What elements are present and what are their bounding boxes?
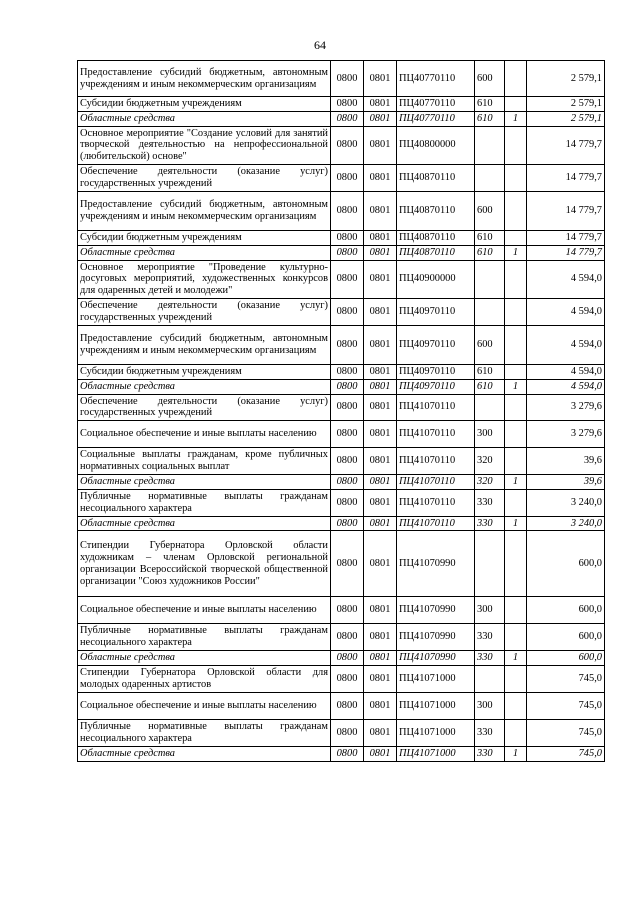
section-code-cell: 0800	[331, 111, 364, 126]
expense-type-cell: 300	[475, 421, 505, 448]
amount-cell: 3 279,6	[527, 421, 605, 448]
table-row	[78, 394, 605, 421]
table-row	[78, 61, 605, 97]
subsection-code-cell: 0801	[364, 97, 397, 112]
subsection-code-cell: 0801	[364, 516, 397, 531]
expense-type-cell: 600	[475, 191, 505, 230]
target-article-cell: ПЦ40770110	[397, 61, 475, 97]
target-article-cell: ПЦ40870110	[397, 191, 475, 230]
amount-cell: 14 779,7	[527, 126, 605, 164]
amount-cell: 3 240,0	[527, 489, 605, 516]
row-name-cell: Обеспечение деятельности (оказание услуг) государственных учреждений	[78, 164, 331, 191]
amount-cell: 14 779,7	[527, 245, 605, 260]
expense-type-cell: 330	[475, 719, 505, 746]
amount-cell: 39,6	[527, 448, 605, 475]
subsection-code-cell: 0801	[364, 475, 397, 490]
expense-type-cell: 610	[475, 364, 505, 379]
table-row	[78, 191, 605, 230]
row-name-cell: Публичные нормативные выплаты гражданам несоциального характера	[78, 719, 331, 746]
subsection-code-cell: 0801	[364, 230, 397, 245]
section-code-cell: 0800	[331, 260, 364, 298]
expense-type-cell: 320	[475, 448, 505, 475]
table-row	[78, 230, 605, 245]
target-article-cell: ПЦ41070990	[397, 624, 475, 651]
row-name-cell: Областные средства	[78, 746, 331, 761]
row-name-cell: Основное мероприятие "Создание условий для занятий творческой деятельностью на непрофессиональной (любительской) основе"	[78, 126, 331, 164]
subsection-code-cell: 0801	[364, 191, 397, 230]
funding-source-cell: 1	[505, 650, 527, 665]
table-row	[78, 325, 605, 364]
expense-type-cell	[475, 298, 505, 325]
funding-source-cell	[505, 448, 527, 475]
row-name-cell: Областные средства	[78, 475, 331, 490]
row-name-cell: Обеспечение деятельности (оказание услуг) государственных учреждений	[78, 298, 331, 325]
target-article-cell: ПЦ41071000	[397, 692, 475, 719]
funding-source-cell	[505, 719, 527, 746]
subsection-code-cell: 0801	[364, 394, 397, 421]
table-row	[78, 421, 605, 448]
section-code-cell: 0800	[331, 126, 364, 164]
subsection-code-cell: 0801	[364, 245, 397, 260]
subsection-code-cell: 0801	[364, 448, 397, 475]
expense-type-cell	[475, 260, 505, 298]
target-article-cell: ПЦ40970110	[397, 364, 475, 379]
table-row	[78, 364, 605, 379]
row-name-cell: Областные средства	[78, 650, 331, 665]
funding-source-cell	[505, 260, 527, 298]
target-article-cell: ПЦ40770110	[397, 111, 475, 126]
amount-cell: 4 594,0	[527, 364, 605, 379]
subsection-code-cell: 0801	[364, 597, 397, 624]
row-name-cell: Социальное обеспечение и иные выплаты населению	[78, 692, 331, 719]
table-row	[78, 665, 605, 692]
funding-source-cell: 1	[505, 475, 527, 490]
row-name-cell: Обеспечение деятельности (оказание услуг) государственных учреждений	[78, 394, 331, 421]
table-row	[78, 692, 605, 719]
section-code-cell: 0800	[331, 97, 364, 112]
table-row	[78, 245, 605, 260]
amount-cell: 14 779,7	[527, 164, 605, 191]
section-code-cell: 0800	[331, 230, 364, 245]
funding-source-cell	[505, 394, 527, 421]
amount-cell: 14 779,7	[527, 230, 605, 245]
target-article-cell: ПЦ40870110	[397, 230, 475, 245]
amount-cell: 2 579,1	[527, 97, 605, 112]
funding-source-cell	[505, 61, 527, 97]
subsection-code-cell: 0801	[364, 164, 397, 191]
subsection-code-cell: 0801	[364, 692, 397, 719]
subsection-code-cell: 0801	[364, 531, 397, 597]
target-article-cell: ПЦ40900000	[397, 260, 475, 298]
table-row	[78, 531, 605, 597]
expense-type-cell: 330	[475, 516, 505, 531]
section-code-cell: 0800	[331, 421, 364, 448]
section-code-cell: 0800	[331, 394, 364, 421]
expense-type-cell: 610	[475, 97, 505, 112]
row-name-cell: Стипендии Губернатора Орловской области для молодых одаренных артистов	[78, 665, 331, 692]
target-article-cell: ПЦ41070110	[397, 489, 475, 516]
row-name-cell: Основное мероприятие "Проведение культурно-досуговых мероприятий, художественных конкурсов для одаренных детей и молодежи"	[78, 260, 331, 298]
funding-source-cell	[505, 489, 527, 516]
amount-cell: 4 594,0	[527, 325, 605, 364]
funding-source-cell: 1	[505, 746, 527, 761]
amount-cell: 2 579,1	[527, 111, 605, 126]
target-article-cell: ПЦ40870110	[397, 164, 475, 191]
funding-source-cell	[505, 191, 527, 230]
expense-type-cell: 610	[475, 379, 505, 394]
amount-cell: 600,0	[527, 650, 605, 665]
expense-type-cell: 330	[475, 624, 505, 651]
target-article-cell: ПЦ41070990	[397, 531, 475, 597]
expense-type-cell: 600	[475, 325, 505, 364]
target-article-cell: ПЦ41071000	[397, 746, 475, 761]
funding-source-cell	[505, 692, 527, 719]
row-name-cell: Социальное обеспечение и иные выплаты населению	[78, 597, 331, 624]
subsection-code-cell: 0801	[364, 364, 397, 379]
target-article-cell: ПЦ40970110	[397, 379, 475, 394]
target-article-cell: ПЦ40970110	[397, 298, 475, 325]
budget-table	[77, 60, 605, 762]
subsection-code-cell: 0801	[364, 665, 397, 692]
subsection-code-cell: 0801	[364, 61, 397, 97]
subsection-code-cell: 0801	[364, 624, 397, 651]
subsection-code-cell: 0801	[364, 746, 397, 761]
table-row	[78, 650, 605, 665]
table-row	[78, 260, 605, 298]
expense-type-cell: 610	[475, 230, 505, 245]
section-code-cell: 0800	[331, 692, 364, 719]
expense-type-cell	[475, 394, 505, 421]
funding-source-cell	[505, 298, 527, 325]
funding-source-cell: 1	[505, 245, 527, 260]
funding-source-cell	[505, 97, 527, 112]
table-row	[78, 298, 605, 325]
target-article-cell: ПЦ41071000	[397, 719, 475, 746]
subsection-code-cell: 0801	[364, 489, 397, 516]
row-name-cell: Публичные нормативные выплаты гражданам несоциального характера	[78, 624, 331, 651]
subsection-code-cell: 0801	[364, 379, 397, 394]
subsection-code-cell: 0801	[364, 650, 397, 665]
row-name-cell: Областные средства	[78, 379, 331, 394]
subsection-code-cell: 0801	[364, 298, 397, 325]
expense-type-cell	[475, 665, 505, 692]
funding-source-cell	[505, 325, 527, 364]
row-name-cell: Предоставление субсидий бюджетным, автономным учреждениям и иным некоммерческим организациям	[78, 325, 331, 364]
row-name-cell: Областные средства	[78, 516, 331, 531]
amount-cell: 4 594,0	[527, 298, 605, 325]
section-code-cell: 0800	[331, 325, 364, 364]
funding-source-cell	[505, 597, 527, 624]
subsection-code-cell: 0801	[364, 421, 397, 448]
section-code-cell: 0800	[331, 379, 364, 394]
section-code-cell: 0800	[331, 448, 364, 475]
target-article-cell: ПЦ41070110	[397, 394, 475, 421]
amount-cell: 39,6	[527, 475, 605, 490]
row-name-cell: Публичные нормативные выплаты гражданам несоциального характера	[78, 489, 331, 516]
section-code-cell: 0800	[331, 475, 364, 490]
target-article-cell: ПЦ41070110	[397, 448, 475, 475]
table-row	[78, 126, 605, 164]
row-name-cell: Социальные выплаты гражданам, кроме публичных нормативных социальных выплат	[78, 448, 331, 475]
section-code-cell: 0800	[331, 516, 364, 531]
funding-source-cell	[505, 531, 527, 597]
section-code-cell: 0800	[331, 624, 364, 651]
section-code-cell: 0800	[331, 597, 364, 624]
funding-source-cell: 1	[505, 111, 527, 126]
amount-cell: 2 579,1	[527, 61, 605, 97]
subsection-code-cell: 0801	[364, 325, 397, 364]
section-code-cell: 0800	[331, 245, 364, 260]
funding-source-cell	[505, 665, 527, 692]
table-row	[78, 489, 605, 516]
section-code-cell: 0800	[331, 191, 364, 230]
row-name-cell: Субсидии бюджетным учреждениям	[78, 97, 331, 112]
page-number: 64	[314, 38, 326, 52]
amount-cell: 745,0	[527, 719, 605, 746]
table-row	[78, 597, 605, 624]
subsection-code-cell: 0801	[364, 260, 397, 298]
row-name-cell: Областные средства	[78, 111, 331, 126]
funding-source-cell	[505, 164, 527, 191]
table-row	[78, 475, 605, 490]
expense-type-cell	[475, 126, 505, 164]
amount-cell: 600,0	[527, 597, 605, 624]
section-code-cell: 0800	[331, 298, 364, 325]
funding-source-cell	[505, 230, 527, 245]
expense-type-cell: 330	[475, 489, 505, 516]
amount-cell: 14 779,7	[527, 191, 605, 230]
expense-type-cell: 610	[475, 111, 505, 126]
funding-source-cell: 1	[505, 516, 527, 531]
target-article-cell: ПЦ41070110	[397, 475, 475, 490]
expense-type-cell: 330	[475, 746, 505, 761]
amount-cell: 4 594,0	[527, 260, 605, 298]
table-row	[78, 719, 605, 746]
target-article-cell: ПЦ40870110	[397, 245, 475, 260]
target-article-cell: ПЦ41070110	[397, 421, 475, 448]
amount-cell: 3 279,6	[527, 394, 605, 421]
amount-cell: 745,0	[527, 692, 605, 719]
amount-cell: 3 240,0	[527, 516, 605, 531]
funding-source-cell	[505, 364, 527, 379]
row-name-cell: Субсидии бюджетным учреждениям	[78, 364, 331, 379]
table-row	[78, 164, 605, 191]
row-name-cell: Предоставление субсидий бюджетным, автономным учреждениям и иным некоммерческим организациям	[78, 191, 331, 230]
funding-source-cell	[505, 624, 527, 651]
funding-source-cell	[505, 126, 527, 164]
subsection-code-cell: 0801	[364, 111, 397, 126]
expense-type-cell	[475, 531, 505, 597]
amount-cell: 600,0	[527, 531, 605, 597]
section-code-cell: 0800	[331, 364, 364, 379]
table-row	[78, 448, 605, 475]
target-article-cell: ПЦ41070990	[397, 650, 475, 665]
section-code-cell: 0800	[331, 531, 364, 597]
target-article-cell: ПЦ41070990	[397, 597, 475, 624]
expense-type-cell	[475, 164, 505, 191]
row-name-cell: Стипендии Губернатора Орловской области художникам – членам Орловской региональной организации Всероссийской творческой общественной организации "Союз художников России"	[78, 531, 331, 597]
target-article-cell: ПЦ40770110	[397, 97, 475, 112]
funding-source-cell	[505, 421, 527, 448]
funding-source-cell: 1	[505, 379, 527, 394]
table-row	[78, 97, 605, 112]
subsection-code-cell: 0801	[364, 719, 397, 746]
target-article-cell: ПЦ41070110	[397, 516, 475, 531]
table-row	[78, 379, 605, 394]
target-article-cell: ПЦ40800000	[397, 126, 475, 164]
expense-type-cell: 600	[475, 61, 505, 97]
section-code-cell: 0800	[331, 719, 364, 746]
expense-type-cell: 300	[475, 692, 505, 719]
section-code-cell: 0800	[331, 489, 364, 516]
section-code-cell: 0800	[331, 164, 364, 191]
row-name-cell: Социальное обеспечение и иные выплаты населению	[78, 421, 331, 448]
expense-type-cell: 610	[475, 245, 505, 260]
amount-cell: 4 594,0	[527, 379, 605, 394]
subsection-code-cell: 0801	[364, 126, 397, 164]
row-name-cell: Областные средства	[78, 245, 331, 260]
row-name-cell: Предоставление субсидий бюджетным, автономным учреждениям и иным некоммерческим организациям	[78, 61, 331, 97]
section-code-cell: 0800	[331, 650, 364, 665]
target-article-cell: ПЦ41071000	[397, 665, 475, 692]
table-row	[78, 111, 605, 126]
section-code-cell: 0800	[331, 746, 364, 761]
table-row	[78, 624, 605, 651]
expense-type-cell: 300	[475, 597, 505, 624]
row-name-cell: Субсидии бюджетным учреждениям	[78, 230, 331, 245]
amount-cell: 745,0	[527, 665, 605, 692]
expense-type-cell: 320	[475, 475, 505, 490]
table-row	[78, 746, 605, 761]
table-row	[78, 516, 605, 531]
section-code-cell: 0800	[331, 61, 364, 97]
amount-cell: 745,0	[527, 746, 605, 761]
table-body	[78, 61, 605, 762]
expense-type-cell: 330	[475, 650, 505, 665]
section-code-cell: 0800	[331, 665, 364, 692]
target-article-cell: ПЦ40970110	[397, 325, 475, 364]
amount-cell: 600,0	[527, 624, 605, 651]
